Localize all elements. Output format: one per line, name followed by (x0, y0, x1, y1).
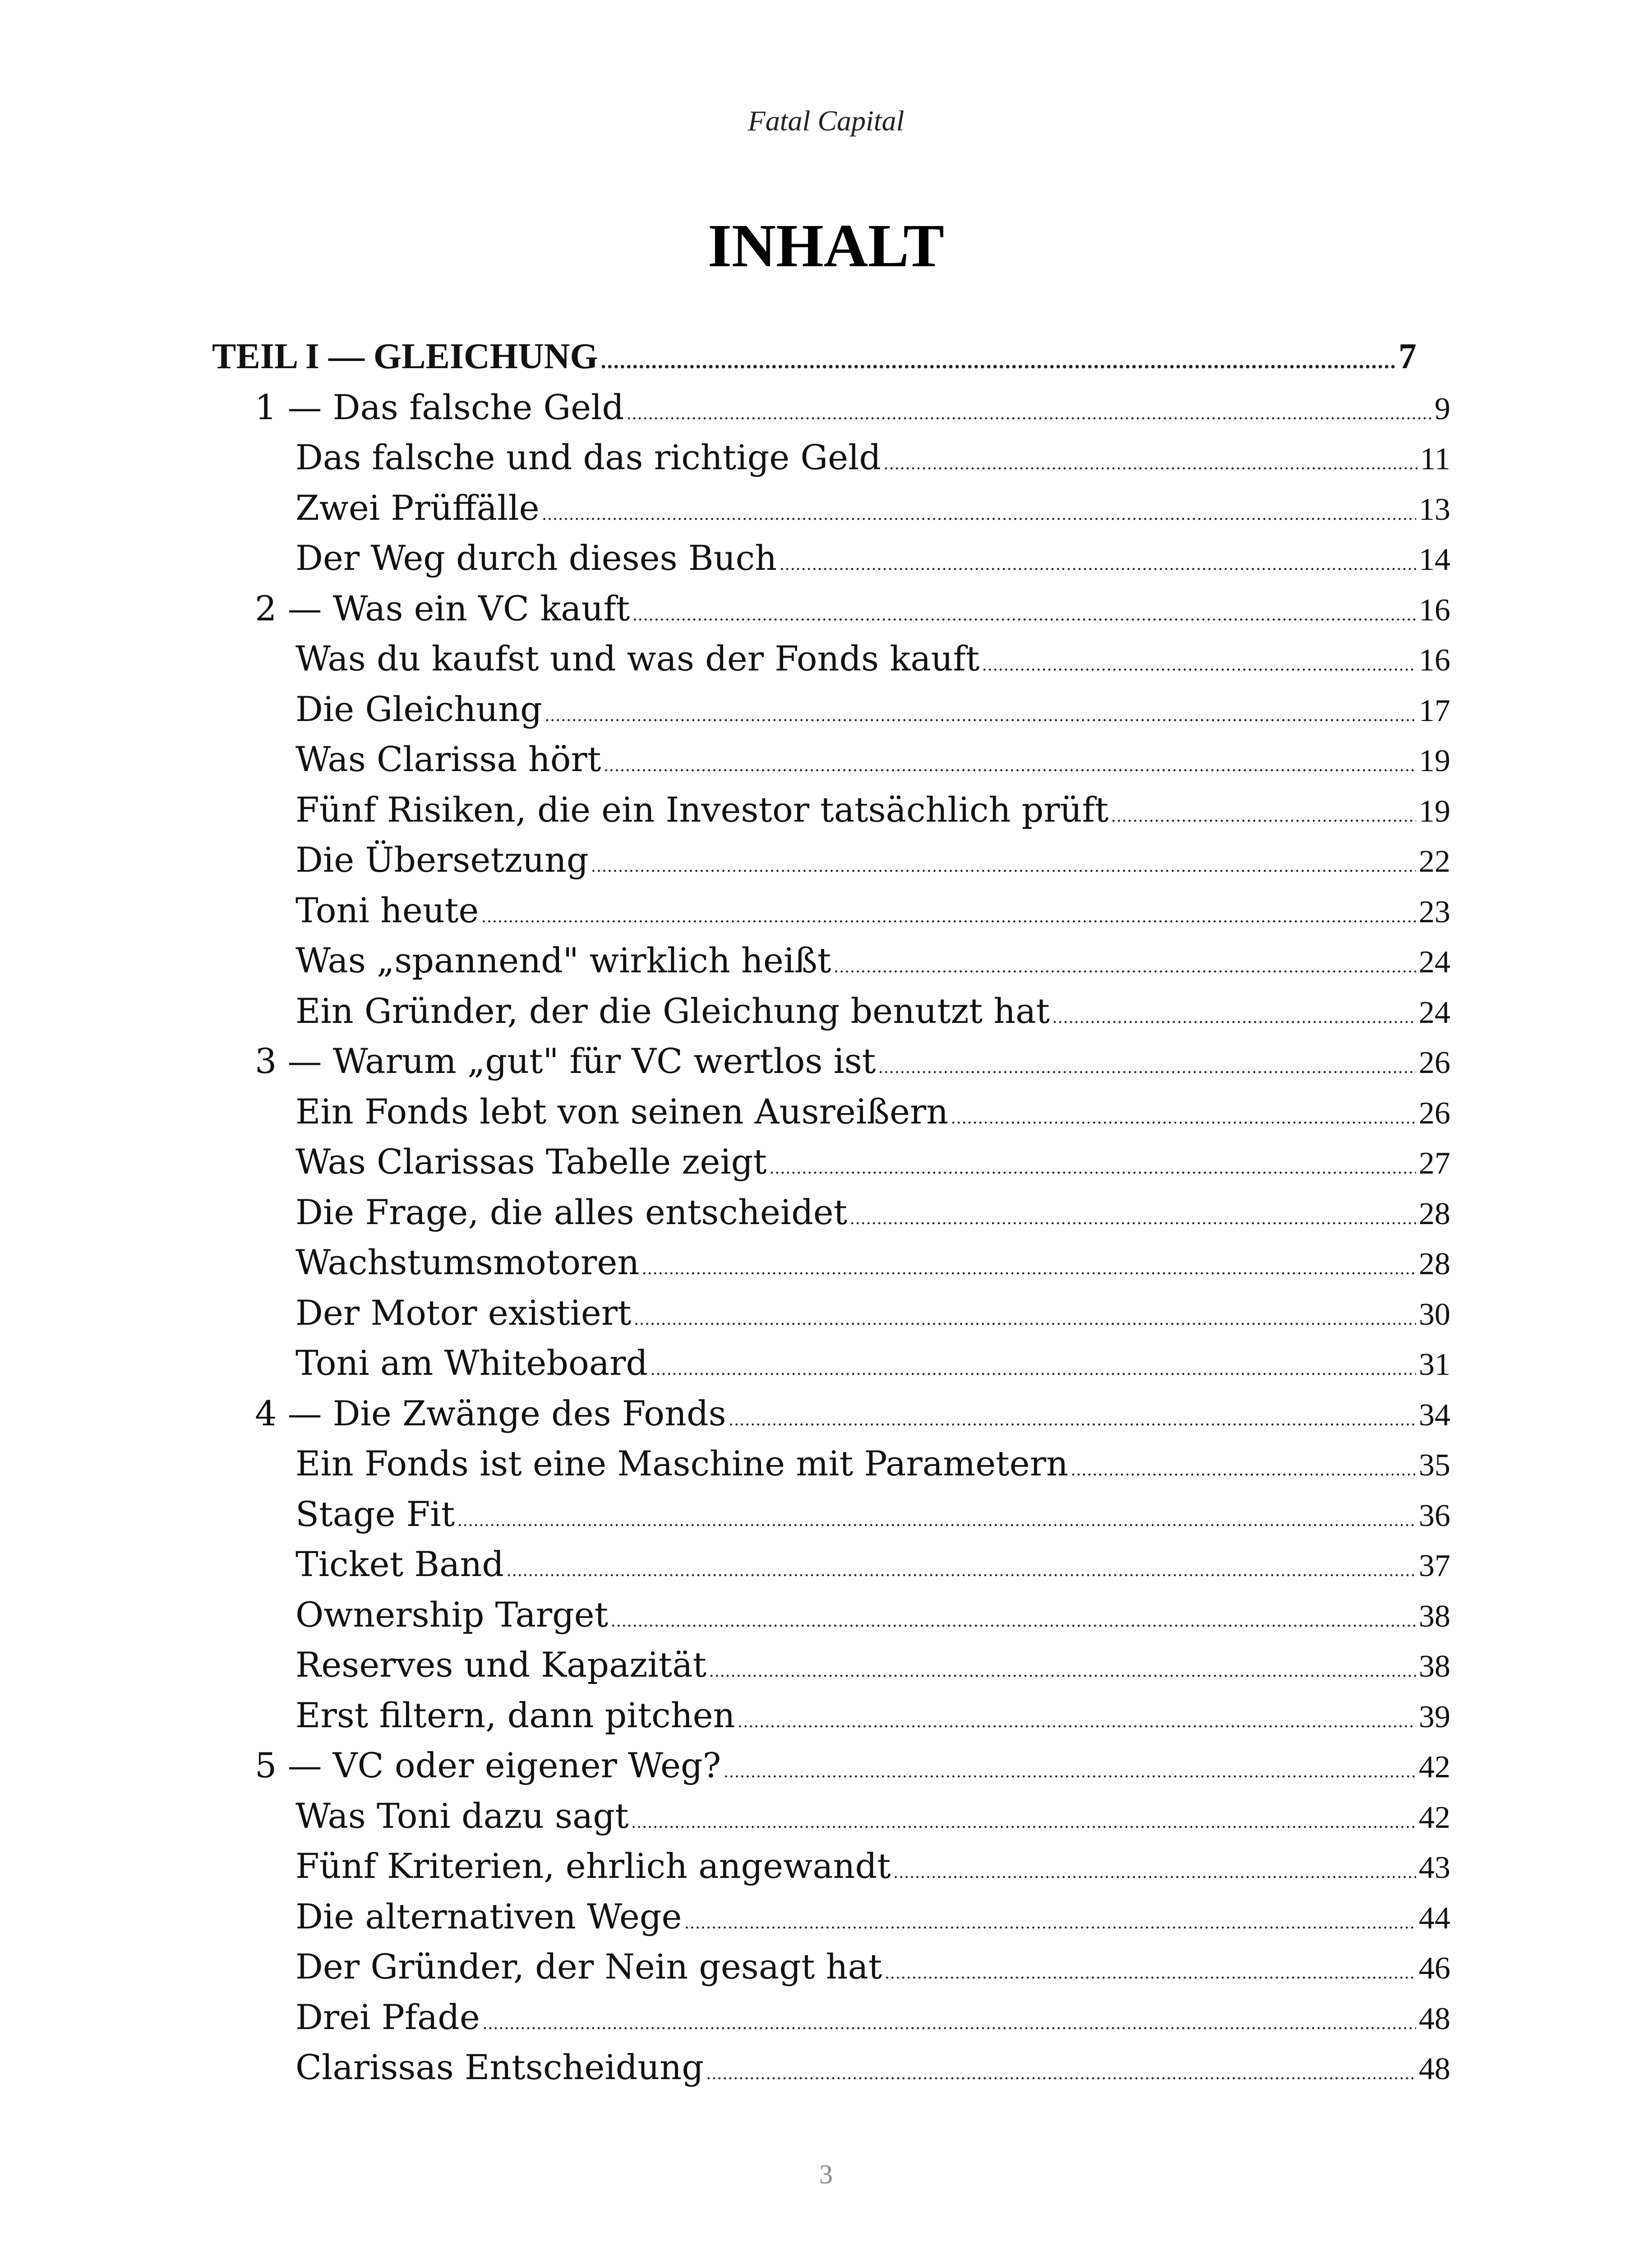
toc-entry-label: Zwei Prüffälle (295, 487, 540, 528)
toc-section-entry[interactable] (212, 935, 1450, 986)
toc-entry-label: Was Toni dazu sagt (295, 1795, 629, 1836)
toc-entry-label: Stage Fit (295, 1493, 455, 1534)
dot-leader (770, 1142, 1416, 1187)
dot-leader (483, 1998, 1416, 2043)
dot-leader (1111, 791, 1416, 835)
toc-entry-page-number: 38 (1419, 1649, 1450, 1684)
toc-section-entry[interactable] (212, 1640, 1450, 1690)
toc-entry-page-number: 7 (1398, 337, 1417, 376)
toc-entry-page-number: 37 (1419, 1549, 1450, 1583)
toc-entry-page-number: 48 (1419, 2052, 1450, 2086)
toc-entry-page-number: 48 (1419, 2001, 1450, 2036)
toc-entry-page-number: 9 (1435, 391, 1450, 426)
toc-entry-page-number: 11 (1420, 442, 1450, 476)
toc-section-entry[interactable] (212, 1237, 1450, 1288)
toc-entry-page-number: 28 (1419, 1247, 1450, 1281)
toc-entry-label: Toni heute (295, 890, 479, 930)
dot-leader (850, 1193, 1416, 1238)
dot-leader (834, 941, 1416, 986)
dot-leader (591, 841, 1417, 885)
toc-title: INHALT (707, 212, 945, 280)
toc-entry-page-number: 14 (1419, 542, 1450, 577)
toc-entry-page-number: 34 (1419, 1397, 1450, 1433)
toc-entry-label: Wachstumsmotoren (295, 1242, 640, 1282)
toc-entry-label: Die Frage, die alles entscheidet (295, 1192, 848, 1232)
toc-entry-page-number: 39 (1419, 1699, 1450, 1734)
toc-entry-label: Das falsche und das richtige Geld (295, 437, 881, 477)
toc-entry-label: Die Übersetzung (295, 840, 589, 880)
toc-section-entry[interactable] (212, 1187, 1450, 1238)
toc-entry-label: Ownership Target (295, 1594, 609, 1635)
dot-leader (780, 539, 1416, 583)
dot-leader (894, 1847, 1416, 1891)
toc-entry-page-number: 30 (1419, 1297, 1450, 1332)
dot-leader (634, 1294, 1416, 1338)
toc-entry-label: Der Gründer, der Nein gesagt hat (295, 1946, 882, 1987)
toc-section-entry[interactable] (212, 1992, 1450, 2043)
dot-leader (738, 1696, 1416, 1741)
toc-entry-label: Was du kaufst und was der Fonds kauft (295, 638, 980, 679)
toc-entry-label: Toni am Whiteboard (295, 1343, 648, 1383)
toc-entry-label: 3 — Warum „gut" für VC wertlos ist (255, 1041, 876, 1081)
toc-section-entry[interactable] (212, 1539, 1450, 1590)
toc-section-entry[interactable] (212, 1137, 1450, 1187)
toc-entry-label: Reserves und Kapazität (295, 1645, 707, 1685)
dot-leader (481, 891, 1416, 936)
toc-entry-label: Ticket Band (295, 1544, 504, 1584)
toc-section-entry[interactable] (212, 1438, 1450, 1489)
toc-entry-page-number: 23 (1419, 894, 1450, 929)
toc-entry-label: Fünf Risiken, die ein Investor tatsächlich prüft (295, 789, 1109, 830)
toc-entry-page-number: 22 (1419, 844, 1450, 879)
toc-entry-label: Der Weg durch dieses Buch (295, 538, 777, 578)
toc-entry-page-number: 16 (1419, 643, 1450, 678)
dot-leader (642, 1243, 1416, 1288)
toc-section-entry[interactable] (212, 1086, 1450, 1137)
running-header: Fatal Capital (748, 105, 904, 137)
toc-entry-page-number: 35 (1419, 1448, 1450, 1483)
dot-leader (729, 1394, 1416, 1439)
toc-section-entry[interactable] (212, 1590, 1450, 1640)
dot-leader (632, 589, 1416, 634)
toc-entry-page-number: 36 (1419, 1498, 1450, 1533)
toc-entry-label: Drei Pfade (295, 1997, 480, 2037)
dot-leader (684, 1897, 1416, 1942)
toc-section-entry[interactable] (212, 432, 1450, 483)
dot-leader (1052, 992, 1416, 1036)
toc-section-entry[interactable] (212, 1338, 1450, 1388)
toc-section-entry[interactable] (212, 1690, 1450, 1741)
toc-entry-label: Ein Fonds ist eine Maschine mit Parametern (295, 1443, 1068, 1484)
toc-section-entry[interactable] (212, 1891, 1450, 1942)
toc-section-entry[interactable] (212, 2042, 1450, 2093)
toc-entry-label: TEIL I — GLEICHUNG (212, 337, 598, 376)
toc-chapter-entry[interactable] (212, 382, 1450, 433)
toc-entry-page-number: 24 (1419, 945, 1450, 980)
toc-chapter-entry[interactable] (212, 583, 1450, 634)
toc-section-entry[interactable] (212, 633, 1450, 684)
toc-entry-label: Erst filtern, dann pitchen (295, 1695, 735, 1735)
toc-section-entry[interactable] (212, 885, 1450, 936)
page-number: 3 (819, 2159, 833, 2189)
toc-section-entry[interactable] (212, 1791, 1450, 1841)
toc-entry-page-number: 26 (1419, 1045, 1450, 1080)
toc-entry-label: Was Clarissas Tabelle zeigt (295, 1142, 767, 1182)
toc-entry-label: Der Motor existiert (295, 1292, 632, 1333)
dot-leader (457, 1495, 1416, 1539)
toc-entry-page-number: 24 (1419, 995, 1450, 1030)
toc-section-entry[interactable] (212, 483, 1450, 533)
toc-section-entry[interactable] (212, 1288, 1450, 1338)
toc-entry-label: 1 — Das falsche Geld (255, 387, 624, 427)
toc-section-entry[interactable] (212, 533, 1450, 583)
toc-entry-page-number: 31 (1419, 1347, 1450, 1382)
toc-entry-page-number: 44 (1419, 1900, 1450, 1936)
toc-entry-page-number: 43 (1419, 1850, 1450, 1885)
toc-entry-page-number: 28 (1419, 1196, 1450, 1231)
toc-entry-page-number: 42 (1419, 1800, 1450, 1835)
dot-leader (951, 1092, 1416, 1137)
toc-entry-page-number: 42 (1419, 1750, 1450, 1784)
toc-entry-page-number: 27 (1419, 1146, 1450, 1181)
dot-leader (507, 1545, 1416, 1590)
toc-entry-page-number: 19 (1419, 744, 1450, 778)
toc-entry-page-number: 46 (1419, 1951, 1450, 1986)
dot-leader (982, 639, 1416, 684)
dot-leader (878, 1042, 1416, 1086)
toc-entry-label: 2 — Was ein VC kauft (255, 588, 630, 629)
toc-chapter-entry[interactable] (212, 1740, 1450, 1791)
toc-entry-label: 5 — VC oder eigener Weg? (255, 1745, 721, 1785)
toc-entry-label: Ein Gründer, der die Gleichung benutzt hat (295, 990, 1050, 1031)
toc-entry-label: Was „spannend" wirklich heißt (295, 940, 831, 980)
toc-section-entry[interactable] (212, 1841, 1450, 1891)
table-of-contents (212, 332, 1450, 2093)
dot-leader (709, 1646, 1416, 1690)
dot-leader (1071, 1444, 1416, 1489)
toc-section-entry[interactable] (212, 986, 1450, 1036)
toc-entry-label: Fünf Kriterien, ehrlich angewandt (295, 1846, 891, 1886)
toc-entry-label: Clarissas Entscheidung (295, 2047, 704, 2087)
toc-section-entry[interactable] (212, 1489, 1450, 1539)
toc-entry-page-number: 17 (1419, 693, 1450, 728)
toc-section-entry[interactable] (212, 835, 1450, 885)
toc-entry-label: Was Clarissa hört (295, 739, 601, 779)
dot-leader (627, 388, 1432, 433)
toc-entry-page-number: 13 (1419, 492, 1450, 527)
toc-entry-page-number: 19 (1419, 794, 1450, 829)
dot-leader (885, 1947, 1416, 1992)
dot-leader (651, 1344, 1416, 1388)
toc-entry-label: 4 — Die Zwänge des Fonds (255, 1393, 726, 1433)
toc-section-entry[interactable] (212, 785, 1450, 835)
dot-leader (632, 1797, 1416, 1841)
dot-leader (601, 336, 1396, 382)
dot-leader (611, 1595, 1416, 1640)
dot-leader (706, 2048, 1416, 2093)
toc-entry-page-number: 16 (1419, 592, 1450, 628)
toc-section-entry[interactable] (212, 734, 1450, 785)
dot-leader (604, 740, 1416, 785)
toc-entry-page-number: 38 (1419, 1599, 1450, 1634)
toc-section-entry[interactable] (212, 1942, 1450, 1992)
toc-entry-label: Ein Fonds lebt von seinen Ausreißern (295, 1091, 949, 1132)
dot-leader (724, 1746, 1416, 1791)
toc-entry-page-number: 26 (1419, 1096, 1450, 1131)
dot-leader (542, 489, 1416, 533)
toc-part-entry[interactable] (212, 332, 1417, 382)
toc-entry-label: Die Gleichung (295, 689, 542, 729)
toc-section-entry[interactable] (212, 684, 1450, 735)
toc-entry-label: Die alternativen Wege (295, 1896, 682, 1937)
dot-leader (545, 690, 1416, 735)
toc-chapter-entry[interactable] (212, 1036, 1450, 1086)
toc-chapter-entry[interactable] (212, 1388, 1450, 1439)
dot-leader (884, 438, 1417, 483)
